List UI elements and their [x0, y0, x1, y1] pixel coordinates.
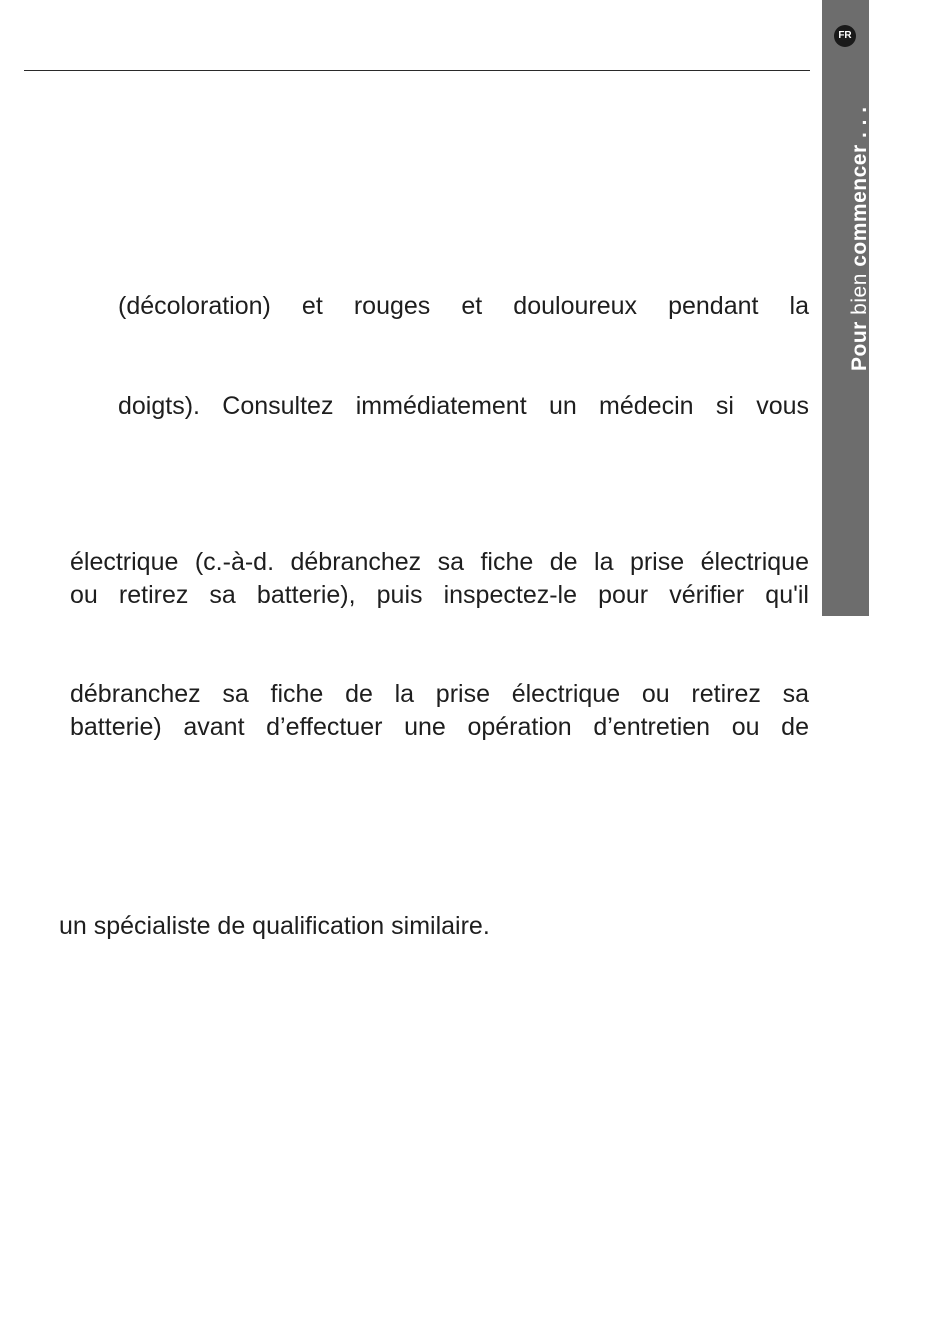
language-badge: FR	[834, 25, 856, 47]
text-line-1: (décoloration) et rouges et douloureux pendant la	[118, 292, 809, 320]
section-title-word-2: bien	[848, 273, 871, 315]
text-line-2: doigts). Consultez immédiatement un médecin si vous	[118, 392, 809, 420]
section-title-word-3: commencer . . .	[848, 106, 871, 267]
text-line-5: débranchez sa fiche de la prise électrique ou retirez sa	[70, 680, 809, 708]
text-line-6: batterie) avant d’effectuer une opération d’entretien ou de	[70, 713, 809, 741]
text-line-7: un spécialiste de qualification similaire.	[59, 912, 490, 940]
section-tab-label	[849, 106, 870, 371]
text-line-4: ou retirez sa batterie), puis inspectez-le pour vérifier qu'il	[70, 581, 809, 609]
section-title-word-1: Pour	[848, 321, 871, 371]
text-line-3: électrique (c.-à-d. débranchez sa fiche de la prise électrique	[70, 548, 809, 576]
header-rule	[24, 70, 810, 71]
